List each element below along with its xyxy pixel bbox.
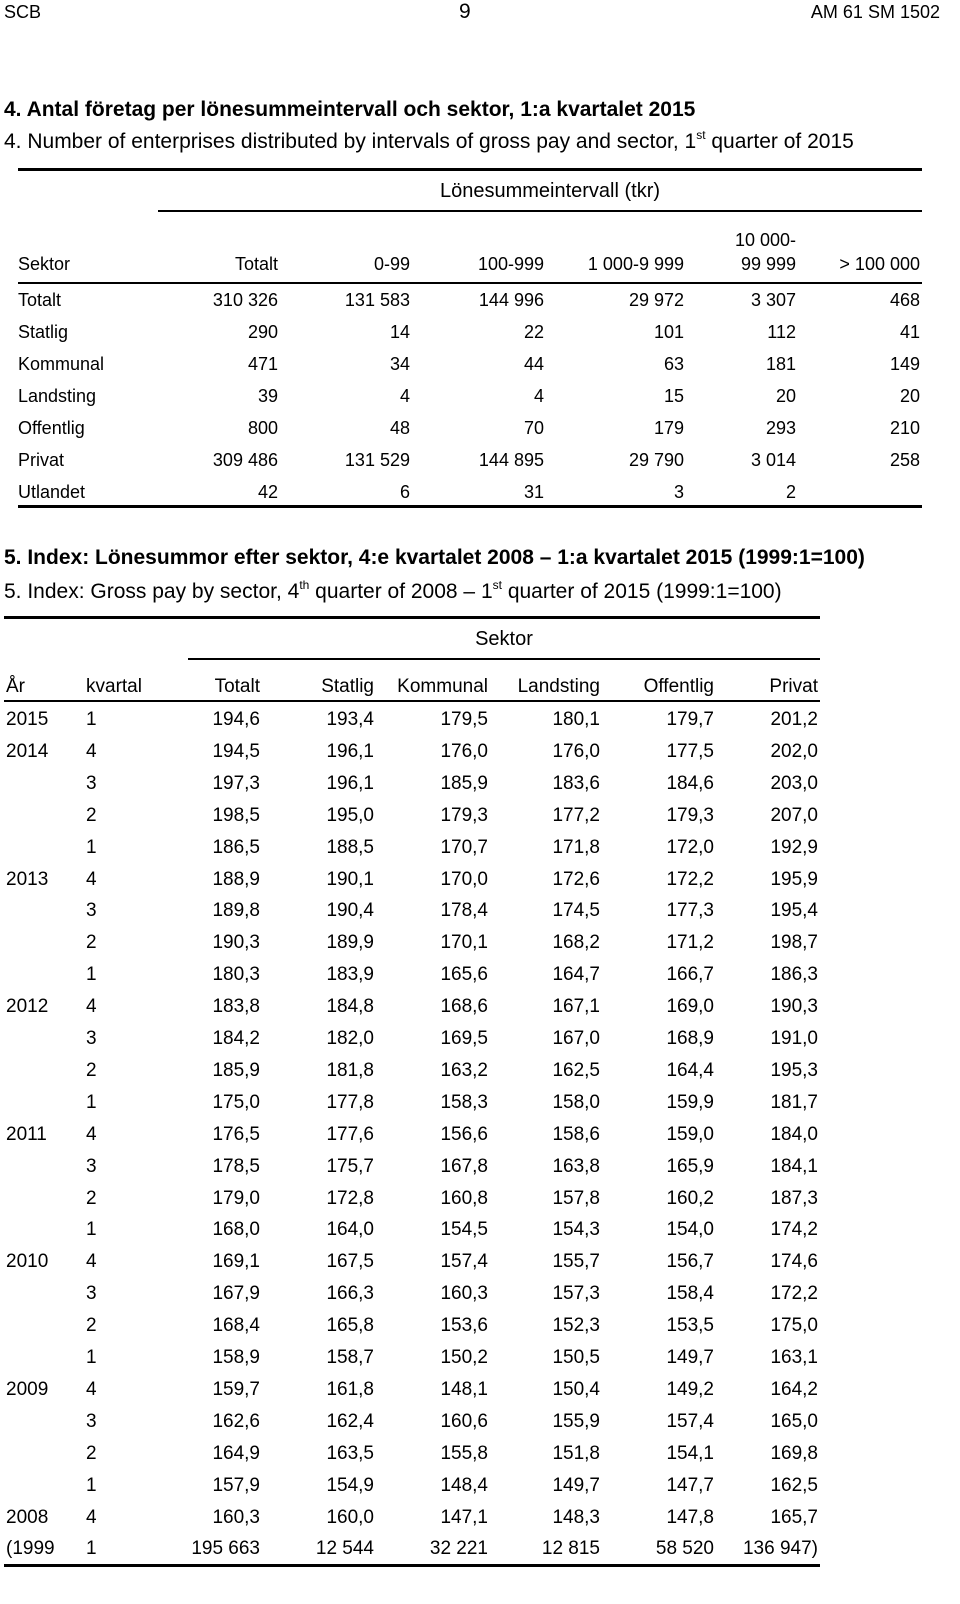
- table5-group-rule: [188, 658, 820, 660]
- table5-year: 2013: [6, 868, 49, 890]
- table4-row-label: Privat: [18, 450, 65, 470]
- table4-header-10000-b: 99 999: [740, 254, 796, 274]
- table5-cell: 171,2: [666, 932, 714, 954]
- table5-cell: 188,5: [326, 836, 374, 858]
- table4-cell: 15: [663, 386, 684, 406]
- table5-quarter: 4: [86, 1251, 97, 1273]
- table5-cell: 172,2: [770, 1283, 818, 1305]
- table5-group-label: Sektor: [475, 628, 533, 650]
- table5-cell: 156,6: [440, 1123, 488, 1145]
- table5-cell: 165,0: [770, 1410, 818, 1432]
- table5-title-swedish: 5. Index: Lönesummor efter sektor, 4:e kvartalet 2008 – 1:a kvartalet 2015 (1999:1=100): [4, 546, 865, 569]
- table5-cell: 203,0: [770, 772, 818, 794]
- table5-cell: 165,8: [326, 1315, 374, 1337]
- table5-cell: 161,8: [326, 1378, 374, 1400]
- table5-cell: 163,5: [326, 1442, 374, 1464]
- table4-header-over-100000: > 100 000: [839, 254, 920, 274]
- table5-cell: 188,9: [212, 868, 260, 890]
- table5-cell: 190,3: [770, 996, 818, 1018]
- table5-cell: 177,6: [326, 1123, 374, 1145]
- table5-quarter: 1: [86, 709, 97, 730]
- table4-cell: 6: [399, 482, 410, 502]
- table5-cell: 167,9: [212, 1283, 260, 1305]
- table4-cell: 48: [389, 418, 410, 438]
- table5-cell: 181,7: [770, 1091, 818, 1113]
- table5-year: (1999: [6, 1538, 55, 1560]
- table4-cell: 20: [775, 386, 796, 406]
- table5-cell: 192,9: [770, 836, 818, 858]
- table5-cell: 170,1: [440, 932, 488, 954]
- header-report-id: AM 61 SM 1502: [810, 2, 940, 22]
- table5-cell: 164,9: [212, 1442, 260, 1464]
- table5-header-totalt: Totalt: [214, 676, 260, 697]
- table5-cell: 163,1: [770, 1347, 818, 1368]
- table4-cell: 20: [899, 386, 920, 406]
- table5-cell: 172,0: [666, 836, 714, 858]
- table5-cell: 176,5: [212, 1123, 260, 1145]
- table5-cell: 180,1: [552, 709, 600, 730]
- table5-cell: 202,0: [770, 740, 818, 762]
- table5-cell: 155,8: [440, 1442, 488, 1464]
- table5-cell: 148,4: [440, 1474, 488, 1496]
- table5-cell: 154,3: [552, 1219, 600, 1241]
- table4-row-label: Landsting: [18, 386, 97, 406]
- table5-cell: 160,8: [440, 1187, 488, 1209]
- table5-year: 2014: [6, 740, 49, 762]
- table5-title-english-a: 5. Index: Gross pay by sector, 4: [4, 580, 300, 603]
- table5-quarter: 4: [86, 868, 97, 890]
- table5-cell: 155,7: [552, 1251, 600, 1273]
- table5-year: 2010: [6, 1251, 49, 1273]
- table5-cell: 169,1: [212, 1251, 260, 1273]
- table4-header-100-999: 100-999: [477, 254, 544, 274]
- table5-cell: 154,1: [666, 1442, 714, 1464]
- table5-quarter: 1: [86, 1538, 97, 1560]
- table5-title-english-b: quarter of 2008 – 1: [309, 580, 493, 603]
- table4-cell: 4: [399, 386, 410, 406]
- table5-cell: 167,5: [326, 1251, 374, 1273]
- table5-cell: 195,3: [770, 1059, 818, 1081]
- table5-quarter: 1: [86, 1219, 97, 1241]
- table5-cell: 174,2: [770, 1219, 818, 1241]
- table5-cell: 197,3: [212, 772, 260, 794]
- table5-cell: 169,8: [770, 1442, 818, 1464]
- table5-header-kommunal: Kommunal: [397, 676, 488, 697]
- table4-cell: 131 583: [344, 290, 410, 310]
- table5-quarter: 3: [86, 1028, 97, 1049]
- table5-quarter: 2: [86, 932, 97, 954]
- table5-year: 2011: [6, 1123, 47, 1145]
- table5-cell: 157,8: [552, 1187, 600, 1209]
- table5-quarter: 2: [86, 1315, 97, 1337]
- table5-cell: 175,0: [212, 1091, 260, 1113]
- table4-bottom-rule: [18, 505, 922, 508]
- table5-bottom-rule: [4, 1564, 820, 1567]
- table5-cell: 172,2: [666, 868, 714, 890]
- table5-title-english-c: quarter of 2015 (1999:1=100): [501, 580, 782, 603]
- table4-header-1000-9999: 1 000-9 999: [587, 254, 684, 274]
- table5-quarter: 2: [86, 1059, 97, 1081]
- table5-cell: 158,0: [552, 1091, 600, 1113]
- table5-cell: 12 815: [541, 1538, 600, 1560]
- table5-cell: 189,8: [212, 900, 260, 922]
- table5-cell: 150,4: [552, 1378, 600, 1400]
- table5-cell: 195,4: [770, 900, 818, 922]
- table5: [4, 616, 820, 1568]
- table5-cell: 168,2: [552, 932, 600, 954]
- table5-cell: 168,9: [666, 1028, 714, 1049]
- table4-title-english-a: 4. Number of enterprises distributed by intervals of gross pay and sector, 1: [4, 130, 697, 153]
- table5-quarter: 4: [86, 996, 97, 1018]
- table4-cell: 34: [389, 354, 410, 374]
- table4-row-label: Utlandet: [18, 482, 86, 502]
- table5-cell: 186,5: [212, 836, 260, 858]
- table5-quarter: 3: [86, 900, 97, 922]
- table5-cell: 149,2: [666, 1378, 714, 1400]
- table5-cell: 190,1: [326, 868, 374, 890]
- table5-cell: 196,1: [326, 740, 374, 762]
- page-header: [4, 0, 940, 28]
- table4-top-rule: [18, 168, 922, 171]
- table5-header-rule: [4, 700, 820, 702]
- table4: [18, 168, 922, 514]
- table4-cell: 309 486: [212, 450, 278, 470]
- table4-cell: 29 972: [628, 290, 684, 310]
- table4-row-label: Statlig: [18, 322, 69, 342]
- table5-cell: 154,0: [666, 1219, 714, 1241]
- table5-cell: 158,4: [666, 1283, 714, 1305]
- table4-header-10000-a: 10 000-: [734, 230, 796, 250]
- table5-cell: 168,6: [440, 996, 488, 1018]
- table5-cell: 198,5: [212, 804, 260, 826]
- table5-quarter: 4: [86, 740, 97, 762]
- table5-cell: 166,3: [326, 1283, 374, 1305]
- table5-cell: 195 663: [191, 1538, 260, 1560]
- table5-cell: 170,7: [440, 836, 488, 858]
- table5-cell: 167,1: [552, 996, 600, 1018]
- table5-cell: 171,8: [552, 836, 600, 858]
- table4-cell: 210: [889, 418, 920, 438]
- table4-cell: 44: [523, 354, 544, 374]
- table4-cell: 144 895: [478, 450, 544, 470]
- table4-title-swedish: 4. Antal företag per lönesummeintervall och sektor, 1:a kvartalet 2015: [4, 98, 696, 121]
- table5-cell: 184,6: [666, 772, 714, 794]
- page-number: 9: [459, 0, 471, 23]
- table5-cell: 167,8: [440, 1155, 488, 1177]
- table5-cell: 174,5: [552, 900, 600, 922]
- table5-cell: 179,7: [666, 709, 714, 730]
- table5-cell: 184,2: [212, 1028, 260, 1049]
- table5-cell: 157,4: [666, 1410, 714, 1432]
- table5-cell: 190,4: [326, 900, 374, 922]
- table5-cell: 159,7: [212, 1378, 260, 1400]
- table5-cell: 152,3: [552, 1315, 600, 1337]
- table5-header-privat: Privat: [769, 676, 818, 697]
- table4-cell: 14: [389, 322, 410, 342]
- table4-title-english-sup: st: [696, 128, 706, 142]
- table5-cell: 193,4: [326, 709, 374, 730]
- table4-cell: 3: [673, 482, 684, 502]
- table4-title-english-b: quarter of 2015: [705, 130, 854, 153]
- table4-header-totalt: Totalt: [234, 254, 278, 274]
- table5-cell: 158,7: [326, 1347, 374, 1368]
- table5-cell: 195,9: [770, 868, 818, 890]
- table5-cell: 179,5: [440, 709, 488, 730]
- table5-cell: 160,3: [212, 1506, 260, 1528]
- table5-cell: 183,8: [212, 996, 260, 1018]
- table4-cell: 293: [765, 418, 796, 438]
- table5-cell: 170,0: [440, 868, 488, 890]
- table4-cell: 112: [767, 322, 796, 342]
- table4-cell: 800: [247, 418, 278, 438]
- table5-cell: 198,7: [770, 932, 818, 954]
- table5-cell: 163,2: [440, 1059, 488, 1081]
- table5-cell: 147,1: [440, 1506, 488, 1528]
- table5-top-rule: [4, 616, 820, 619]
- table5-cell: 164,2: [770, 1378, 818, 1400]
- table4-cell: 41: [899, 322, 920, 342]
- table5-quarter: 1: [86, 836, 97, 858]
- table5-title-english-sup2: st: [492, 578, 502, 592]
- table5-quarter: 2: [86, 804, 97, 826]
- table5-cell: 150,5: [552, 1347, 600, 1368]
- table5-cell: 178,4: [440, 900, 488, 922]
- table5-quarter: 3: [86, 1155, 97, 1177]
- table5-cell: 183,6: [552, 772, 600, 794]
- table4-cell: 149: [889, 354, 920, 374]
- table5-cell: 162,6: [212, 1410, 260, 1432]
- table5-cell: 176,0: [552, 740, 600, 762]
- table5-cell: 149,7: [552, 1474, 600, 1496]
- table5-cell: 201,2: [770, 709, 818, 730]
- table4-cell: 290: [247, 322, 278, 342]
- table5-cell: 182,0: [326, 1028, 374, 1049]
- table4-header-rule: [18, 282, 922, 284]
- table5-cell: 196,1: [326, 772, 374, 794]
- table5-cell: 177,5: [666, 740, 714, 762]
- table5-cell: 175,7: [326, 1155, 374, 1177]
- table4-cell: 42: [257, 482, 278, 502]
- table5-cell: 154,5: [440, 1219, 488, 1241]
- table5-cell: 156,7: [666, 1251, 714, 1273]
- table4-cell: 179: [653, 418, 684, 438]
- table4-group-label: Lönesummeintervall (tkr): [439, 180, 661, 202]
- table5-cell: 162,5: [552, 1059, 600, 1081]
- table5-header-offentlig: Offentlig: [643, 676, 714, 697]
- table5-cell: 179,3: [666, 804, 714, 826]
- table5-quarter: 1: [86, 964, 97, 986]
- table4-group-rule: [158, 210, 922, 212]
- table5-cell: 195,0: [326, 804, 374, 826]
- table5-cell: 190,3: [212, 932, 260, 954]
- table5-cell: 184,0: [770, 1123, 818, 1145]
- table4-header-sektor: Sektor: [18, 254, 71, 274]
- table4-cell: 468: [889, 290, 920, 310]
- table4-row-label: Totalt: [18, 290, 62, 310]
- table5-cell: 178,5: [212, 1155, 260, 1177]
- table5-cell: 181,8: [326, 1059, 374, 1081]
- table4-cell: 101: [653, 322, 684, 342]
- table4-cell: 31: [523, 482, 544, 502]
- table5-header-statlig: Statlig: [321, 676, 374, 697]
- table4-cell: 22: [523, 322, 544, 342]
- table5-cell: 166,7: [666, 964, 714, 986]
- table5-cell: 149,7: [666, 1347, 714, 1368]
- table5-cell: 184,1: [770, 1155, 818, 1177]
- table5-cell: 168,4: [212, 1315, 260, 1337]
- table5-cell: 186,3: [770, 964, 818, 986]
- table5-cell: 169,0: [666, 996, 714, 1018]
- table5-cell: 157,9: [212, 1474, 260, 1496]
- table5-cell: 194,6: [212, 709, 260, 730]
- table5-cell: 191,0: [770, 1028, 818, 1049]
- table5-cell: 169,5: [440, 1028, 488, 1049]
- table4-cell: 29 790: [628, 450, 684, 470]
- table5-header-kvartal: kvartal: [86, 676, 142, 697]
- table5-quarter: 4: [86, 1378, 97, 1400]
- table5-cell: 148,1: [440, 1378, 488, 1400]
- table4-cell: 310 326: [212, 290, 278, 310]
- table5-cell: 164,4: [666, 1059, 714, 1081]
- table5-cell: 160,2: [666, 1187, 714, 1209]
- table5-cell: 154,9: [326, 1474, 374, 1496]
- table5-cell: 162,5: [770, 1474, 818, 1496]
- table5-cell: 175,0: [770, 1315, 818, 1337]
- table5-quarter: 2: [86, 1187, 97, 1209]
- table5-cell: 147,7: [666, 1474, 714, 1496]
- table5-cell: 153,6: [440, 1315, 488, 1337]
- header-publisher: SCB: [4, 2, 42, 22]
- table5-cell: 158,3: [440, 1091, 488, 1113]
- table4-title-english: [4, 130, 854, 154]
- table5-cell: 164,7: [552, 964, 600, 986]
- table5-cell: 136 947): [742, 1538, 818, 1560]
- table5-year: 2012: [6, 996, 49, 1018]
- table5-year: 2015: [6, 709, 49, 730]
- table4-cell: 471: [247, 354, 278, 374]
- table5-cell: 165,6: [440, 964, 488, 986]
- table5-cell: 12 544: [315, 1538, 374, 1560]
- table5-cell: 165,9: [666, 1155, 714, 1177]
- table4-cell: 70: [523, 418, 544, 438]
- table5-quarter: 1: [86, 1474, 97, 1496]
- table5-cell: 158,6: [552, 1123, 600, 1145]
- table5-cell: 58 520: [655, 1538, 714, 1560]
- table5-cell: 183,9: [326, 964, 374, 986]
- table5-cell: 177,3: [666, 900, 714, 922]
- table5-cell: 148,3: [552, 1506, 600, 1528]
- table5-quarter: 1: [86, 1091, 97, 1113]
- table5-cell: 179,0: [212, 1187, 260, 1209]
- table5-title-english-sup1: th: [299, 578, 310, 592]
- table4-cell: 39: [257, 386, 278, 406]
- table5-year: 2009: [6, 1378, 49, 1400]
- table4-cell: 63: [663, 354, 684, 374]
- table4-cell: 258: [889, 450, 920, 470]
- table5-cell: 155,9: [552, 1410, 600, 1432]
- table5-cell: 157,3: [552, 1283, 600, 1305]
- table5-cell: 164,0: [326, 1219, 374, 1241]
- table5-cell: 187,3: [770, 1187, 818, 1209]
- table5-quarter: 3: [86, 1283, 97, 1305]
- table4-cell: 4: [533, 386, 544, 406]
- table5-header-landsting: Landsting: [517, 676, 600, 697]
- table5-cell: 32 221: [429, 1538, 488, 1560]
- table5-cell: 160,0: [326, 1506, 374, 1528]
- table4-cell: 131 529: [344, 450, 410, 470]
- table5-cell: 153,5: [666, 1315, 714, 1337]
- table5-cell: 168,0: [212, 1219, 260, 1241]
- table5-cell: 177,8: [326, 1091, 374, 1113]
- table5-cell: 167,0: [552, 1028, 600, 1049]
- table5-cell: 158,9: [212, 1347, 260, 1368]
- table5-quarter: 1: [86, 1347, 97, 1368]
- table5-quarter: 2: [86, 1442, 97, 1464]
- table5-quarter: 3: [86, 1410, 97, 1432]
- table5-cell: 176,0: [440, 740, 488, 762]
- table5-cell: 207,0: [770, 804, 818, 826]
- table4-header-0-99: 0-99: [373, 254, 410, 274]
- table5-cell: 180,3: [212, 964, 260, 986]
- table5-cell: 160,6: [440, 1410, 488, 1432]
- table5-cell: 165,7: [770, 1506, 818, 1528]
- table5-cell: 151,8: [552, 1442, 600, 1464]
- table5-title-english: [4, 580, 782, 604]
- table5-cell: 185,9: [440, 772, 488, 794]
- table5-quarter: 3: [86, 772, 97, 794]
- table5-cell: 147,8: [666, 1506, 714, 1528]
- table4-cell: 2: [785, 482, 796, 502]
- table4-cell: 3 307: [750, 290, 796, 310]
- table5-cell: 160,3: [440, 1283, 488, 1305]
- table5-year: 2008: [6, 1506, 49, 1528]
- table4-cell: 3 014: [750, 450, 796, 470]
- table5-cell: 194,5: [212, 740, 260, 762]
- table5-cell: 174,6: [770, 1251, 818, 1273]
- table5-cell: 172,8: [326, 1187, 374, 1209]
- table5-cell: 177,2: [552, 804, 600, 826]
- table5-cell: 159,0: [666, 1123, 714, 1145]
- table5-cell: 185,9: [212, 1059, 260, 1081]
- table5-header-ar: År: [6, 676, 25, 697]
- table5-cell: 189,9: [326, 932, 374, 954]
- table5-cell: 172,6: [552, 868, 600, 890]
- table4-row-label: Offentlig: [18, 418, 85, 438]
- table5-cell: 163,8: [552, 1155, 600, 1177]
- table5-cell: 184,8: [326, 996, 374, 1018]
- table5-cell: 157,4: [440, 1251, 488, 1273]
- table5-cell: 150,2: [440, 1347, 488, 1368]
- table4-row-label: Kommunal: [18, 354, 105, 374]
- table4-cell: 144 996: [478, 290, 544, 310]
- table5-quarter: 4: [86, 1506, 97, 1528]
- table5-quarter: 4: [86, 1123, 97, 1145]
- table4-cell: 181: [765, 354, 796, 374]
- table5-cell: 162,4: [326, 1410, 374, 1432]
- table5-cell: 159,9: [666, 1091, 714, 1113]
- table5-cell: 179,3: [440, 804, 488, 826]
